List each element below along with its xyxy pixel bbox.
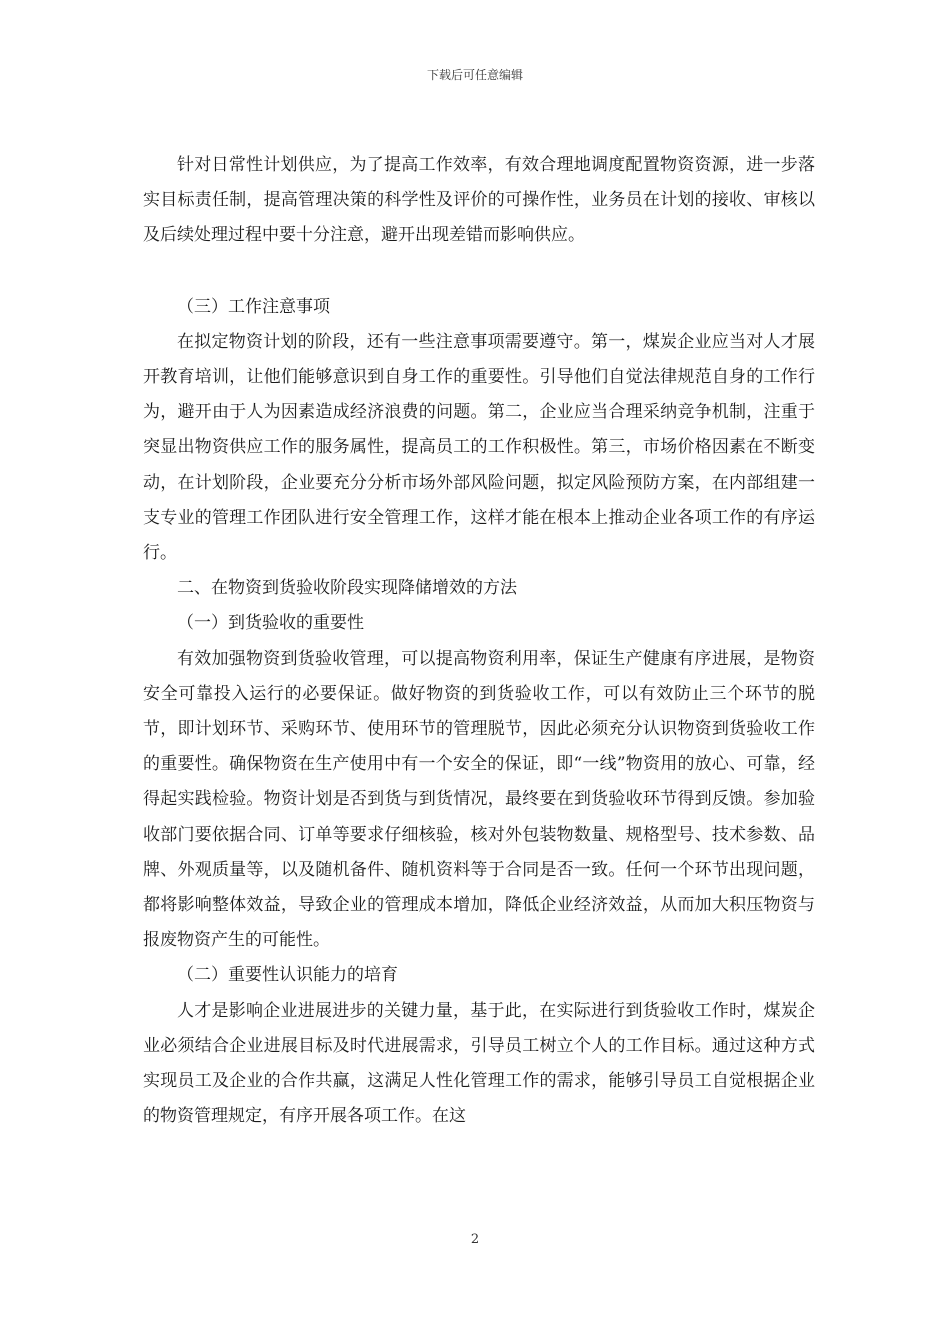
paragraph-acceptance-importance: 有效加强物资到货验收管理，可以提高物资利用率，保证生产健康有序进展，是物资安全可靠投入运行的必要保证。做好物资的到货验收工作，可以有效防止三个环节的脱节，即计划环节、采购环节、使用环节的管理脱节，因此必须充分认识物资到货验收工作的重要性。确保物资在生产使用中有一个安全的保证，即“一线”物资用的放心、可靠，经得起实践检验。物资计划是否到货与到货情况，最终要在到货验收环节得到反馈。参加验收部门要依据合同、订单等要求仔细核验，核对外包装物数量、规格型号、技术参数、品牌、外观质量等，以及随机备件、随机资料等于合同是否一致。任何一个环节出现问题，都将影响整体效益，导致企业的管理成本增加，降低企业经济效益，从而加大积压物资与报废物资产生的可能性。 [143, 648, 815, 951]
document-body [143, 148, 815, 1134]
paragraph-work-notes: 在拟定物资计划的阶段，还有一些注意事项需要遵守。第一，煤炭企业应当对人才展开教育培训，让他们能够意识到自身工作的重要性。引导他们自觉法律规范自身的工作行为，避开由于人为因素造成经济浪费的问题。第二，企业应当合理采纳竞争机制，注重于突显出物资供应工作的服务属性，提高员工的工作积极性。第三，市场价格因素在不断变动，在计划阶段，企业要充分分析市场外部风险问题，拟定风险预防方案，在内部组建一支专业的管理工作团队进行安全管理工作，这样才能在根本上推动企业各项工作的有序运行。 [143, 331, 815, 564]
paragraph-planned-supply: 针对日常性计划供应，为了提高工作效率，有效合理地调度配置物资资源，进一步落实目标责任制，提高管理决策的科学性及评价的可操作性，业务员在计划的接收、审核以及后续处理过程中要十分注意，避开出现差错而影响供应。 [143, 155, 815, 246]
heading-work-notes: （三）工作注意事项 [177, 296, 330, 317]
paragraph-awareness-training: 人才是影响企业进展进步的关键力量，基于此，在实际进行到货验收工作时，煤炭企业必须结合企业进展目标及时代进展需求，引导员工树立个人的工作目标。通过这种方式实现员工及企业的合作共赢，这满足人性化管理工作的需求，能够引导员工自觉根据企业的物资管理规定，有序开展各项工作。在这 [143, 1000, 815, 1127]
page-header: 下载后可任意编辑 [426, 68, 523, 82]
heading-section-two: 二、在物资到货验收阶段实现降储增效的方法 [177, 578, 517, 599]
paragraph-spacer [143, 254, 815, 290]
page-number: 2 [470, 1232, 480, 1247]
heading-awareness-training: （二）重要性认识能力的培育 [177, 965, 398, 986]
heading-acceptance-importance: （一）到货验收的重要性 [177, 613, 364, 634]
